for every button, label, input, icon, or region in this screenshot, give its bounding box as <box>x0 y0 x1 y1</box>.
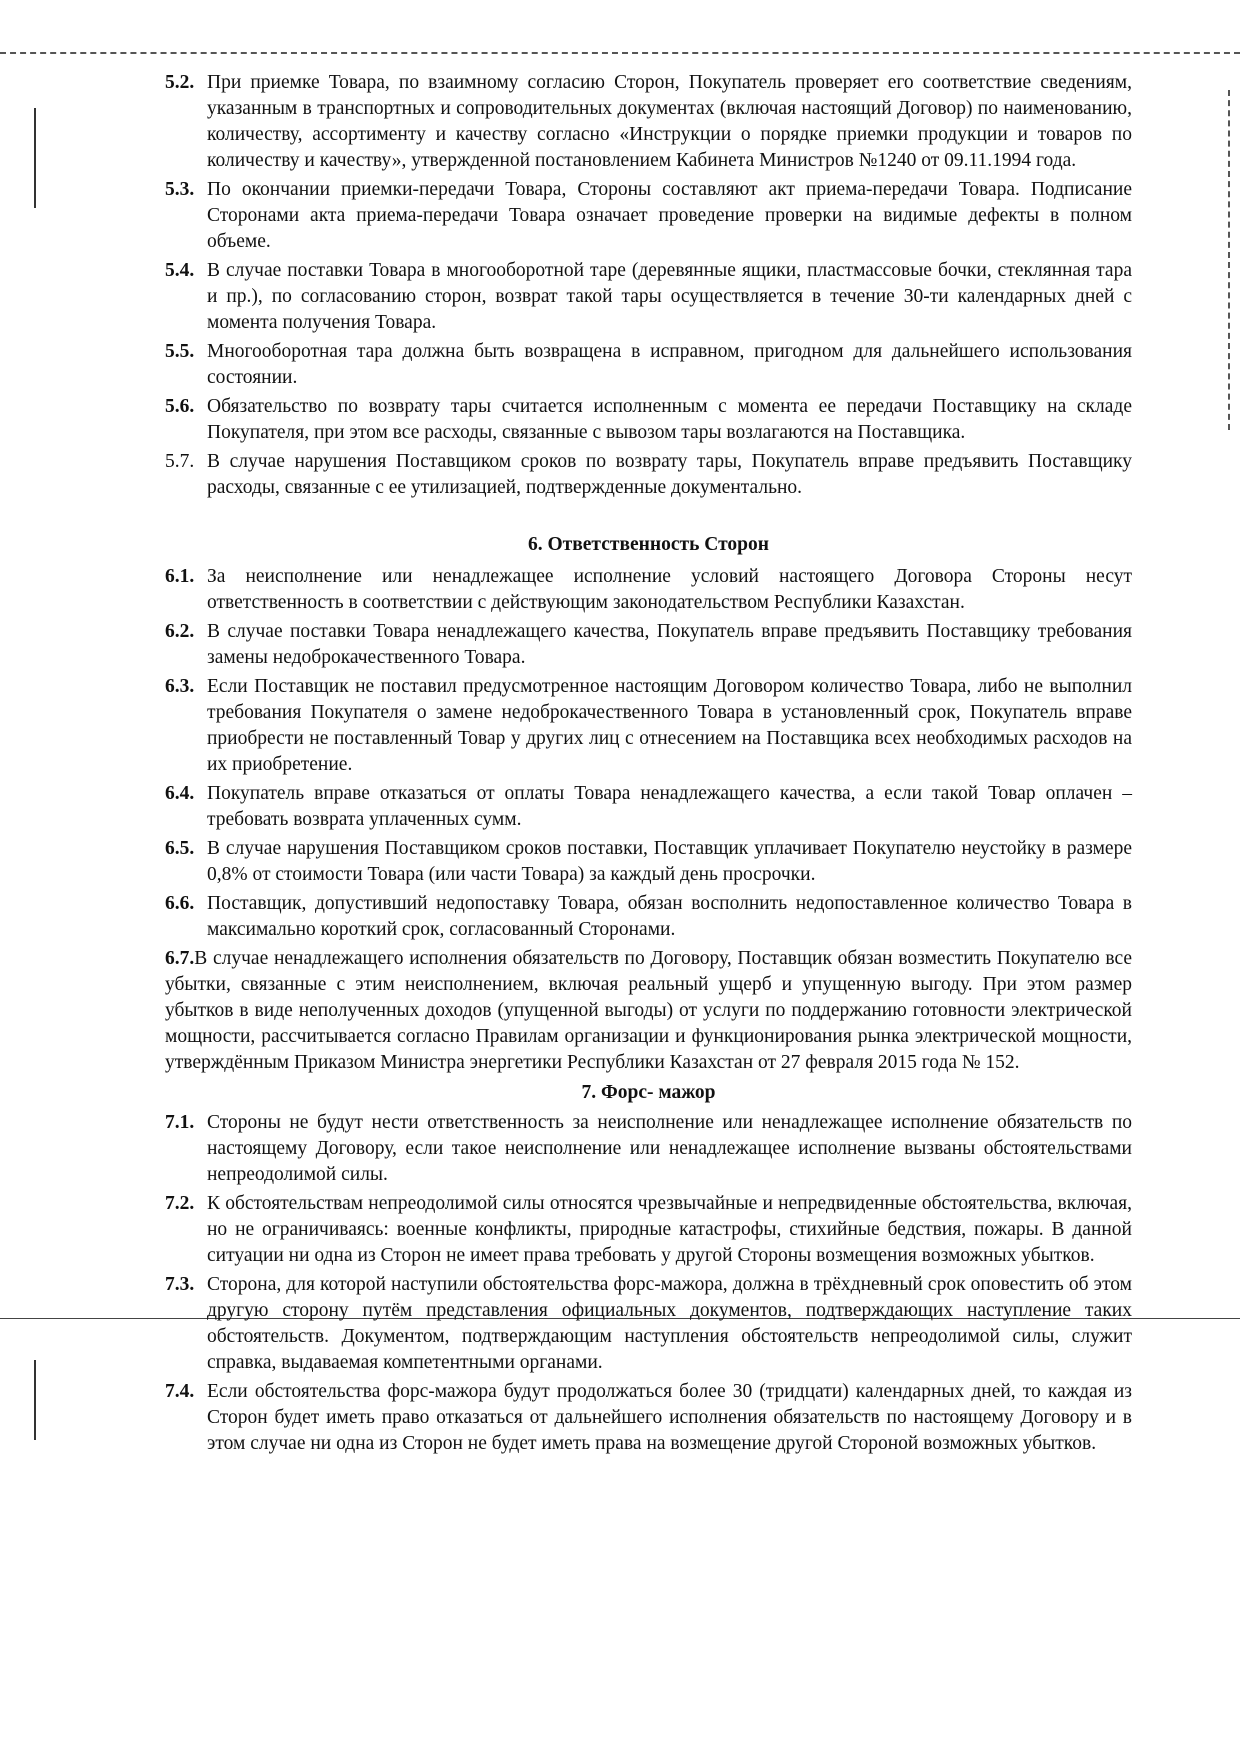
clause-item <box>165 339 1132 391</box>
clause-text: Покупатель вправе отказаться от оплаты Товара ненадлежащего качества, а если такой Товар оплачен – требовать возврата уплаченных сумм. <box>207 783 1132 830</box>
clause-text: К обстоятельствам непреодолимой силы относятся чрезвычайные и непредвиденные обстоятельства, включая, но не ограничиваясь: военные конфликты, природные катастрофы, стихийные бедствия, пожары. В данной ситуации ни одна из Сторон не имеет права требовать у другой Стороны возмещения возможных убытков. <box>207 1193 1132 1266</box>
clause-text: Если Поставщик не поставил предусмотренное настоящим Договором количество Товара, либо не выполнил требования Покупателя о замене недоброкачественного Товара в установленный срок, Покупатель вправе приобрести не поставленный Товар у других лиц с отнесением на Поставщика всех необходимых расходов на их приобретение. <box>207 676 1132 775</box>
clause-number: 5.7. <box>165 451 195 472</box>
clause-number: 7.2. <box>165 1193 195 1214</box>
clause-number: 5.5. <box>165 341 195 362</box>
clause-text: Многооборотная тара должна быть возвращена в исправном, пригодном для дальнейшего использования состоянии. <box>207 341 1132 388</box>
document-body <box>165 70 1132 1460</box>
clause-text: В случае нарушения Поставщиком сроков по возврату тары, Покупатель вправе предъявить Поставщику расходы, связанные с ее утилизацией, подтвержденные документально. <box>207 451 1132 498</box>
clause-number: 6.6. <box>165 893 195 914</box>
clause-number: 6.5. <box>165 838 195 859</box>
clause-text: При приемке Товара, по взаимному согласию Сторон, Покупатель проверяет его соответствие сведениям, указанным в транспортных и сопроводительных документах (включая настоящий Договор) по наименованию, количеству, ассортименту и качеству согласно «Инструкции о порядке приемки продукции и товаров по количеству и качеству», утвержденной постановлением Кабинета Министров №1240 от 09.11.1994 года. <box>207 72 1132 171</box>
clause-number: 5.6. <box>165 396 195 417</box>
scan-edge-line-top <box>0 52 1240 54</box>
clause-item <box>165 258 1132 336</box>
clause-number: 7.1. <box>165 1112 195 1133</box>
clause-item <box>165 781 1132 833</box>
clause-number: 5.3. <box>165 179 195 200</box>
clause-text: В случае нарушения Поставщиком сроков поставки, Поставщик уплачивает Покупателю неустойку в размере 0,8% от стоимости Товара (или части Товара) за каждый день просрочки. <box>207 838 1132 885</box>
clause-number: 6.2. <box>165 621 195 642</box>
clause-number: 5.2. <box>165 72 195 93</box>
clause-text: За неисполнение или ненадлежащее исполнение условий настоящего Договора Стороны несут ответственность в соответствии с действующим законодательством Республики Казахстан. <box>207 566 1132 613</box>
section-title-s7: 7. Форс- мажор <box>581 1082 716 1103</box>
clause-text: Сторона, для которой наступили обстоятельства форс-мажора, должна в трёхдневный срок оповестить об этом другую сторону путём представления официальных документов, подтверждающих наступление таких обстоятельств. Документом, подтверждающим наступления обстоятельств непреодолимой силы, служит справка, выдаваемая компетентными органами. <box>207 1274 1132 1373</box>
clause-number: 6.4. <box>165 783 195 804</box>
clause-item <box>165 70 1132 174</box>
clause-text: Если обстоятельства форс-мажора будут продолжаться более 30 (тридцати) календарных дней, то каждая из Сторон будет иметь право отказаться от дальнейшего исполнения обязательств по настоящему Договору и в этом случае ни одна из Сторон не будет иметь права на возмещение другой Стороной возможных убытков. <box>207 1381 1132 1454</box>
clause-number: 6.1. <box>165 566 195 587</box>
scan-margin-mark <box>34 108 36 208</box>
scan-margin-mark <box>1228 90 1230 430</box>
clause-item <box>165 177 1132 255</box>
clause-item <box>165 1191 1132 1269</box>
clause-text: Обязательство по возврату тары считается исполненным с момента ее передачи Поставщику на складе Покупателя, при этом все расходы, связанные с вывозом тары возлагаются на Поставщика. <box>207 396 1132 443</box>
section-title-s6: 6. Ответственность Сторон <box>527 534 770 555</box>
clause-item <box>165 394 1132 446</box>
clause-number: 7.3. <box>165 1274 195 1295</box>
clause-item <box>165 891 1132 943</box>
clause-number: 6.7. <box>165 948 195 969</box>
scan-margin-mark <box>34 1360 36 1440</box>
clause-text: Поставщик, допустивший недопоставку Товара, обязан восполнить недопоставленное количество Товара в максимально короткий срок, согласованный Сторонами. <box>207 893 1132 940</box>
clause-number: 6.3. <box>165 676 195 697</box>
clause-item <box>165 619 1132 671</box>
clause-item <box>165 674 1132 778</box>
clause-text: По окончании приемки-передачи Товара, Стороны составляют акт приема-передачи Товара. Подписание Сторонами акта приема-передачи Товара означает проведение проверки на видимые дефекты в полном объеме. <box>207 179 1132 252</box>
clause-number: 5.4. <box>165 260 195 281</box>
clause-item <box>165 1272 1132 1376</box>
clause-item <box>165 564 1132 616</box>
clause-item <box>165 1379 1132 1457</box>
clause-text: В случае ненадлежащего исполнения обязательств по Договору, Поставщик обязан возместить Покупателю все убытки, связанные с этим неисполнением, включая реальный ущерб и упущенную выгоду. При этом размер убытков в виде неполученных доходов (упущенной выгоды) от услуги по поддержанию готовности электрической мощности, рассчитывается согласно Правилам организации и функционирования рынка электрической мощности, утверждённым Приказом Министра энергетики Республики Казахстан от 27 февраля 2015 года № 152. <box>165 948 1132 1073</box>
clause-text: В случае поставки Товара ненадлежащего качества, Покупатель вправе предъявить Поставщику требования замены недоброкачественного Товара. <box>207 621 1132 668</box>
clause-number: 7.4. <box>165 1381 195 1402</box>
clause-item <box>165 836 1132 888</box>
clause-text: Стороны не будут нести ответственность за неисполнение или ненадлежащее исполнение обязательств по настоящему Договору, если такое неисполнение или ненадлежащее исполнение вызваны обстоятельствами непреодолимой силы. <box>207 1112 1132 1185</box>
clause-item <box>165 449 1132 501</box>
clause-item <box>165 1110 1132 1188</box>
clause-paragraph <box>165 946 1132 1076</box>
clause-text: В случае поставки Товара в многооборотной таре (деревянные ящики, пластмассовые бочки, стеклянная тара и пр.), по согласованию сторон, возврат такой тары осуществляется в течение 30-ти календарных дней с момента получения Товара. <box>207 260 1132 333</box>
